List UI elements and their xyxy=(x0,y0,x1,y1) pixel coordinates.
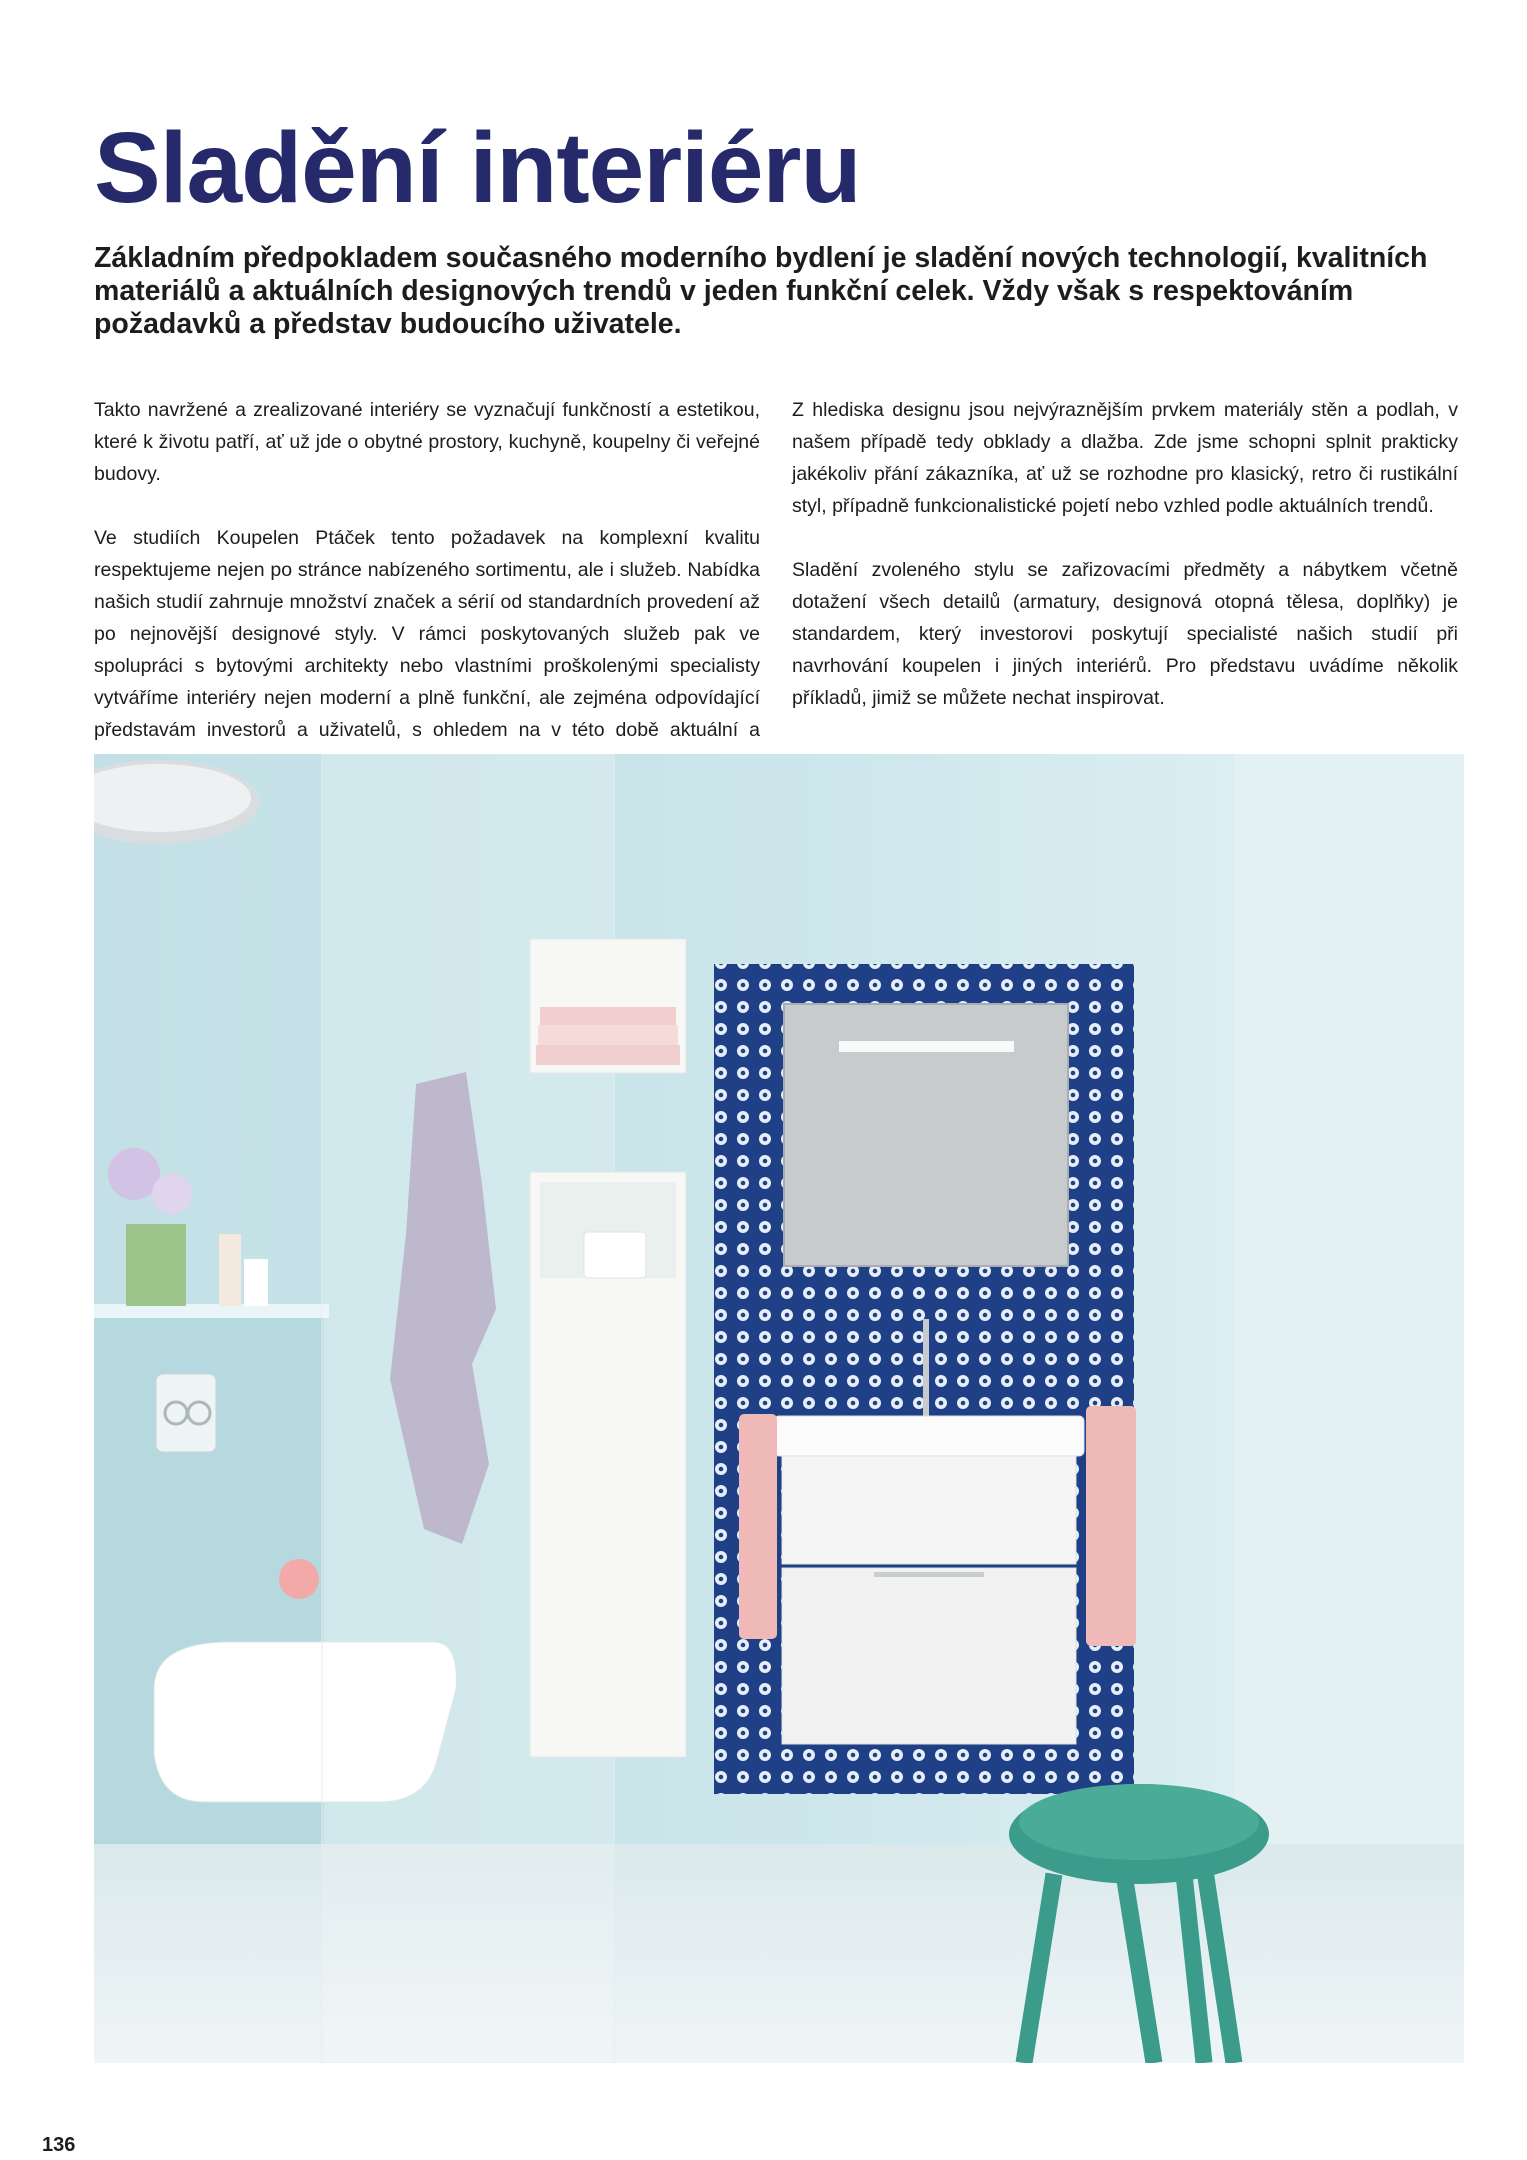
body-paragraph: Z hlediska designu jsou nejvýraznějším prvkem materiály stěn a podlah, v našem případě tedy obklady a dlažba. Zde jsme schopni splnit prakticky jakékoliv přání zákazníka, ať už se rozhodne pro klasický, retro či rustikální styl, případně funkcionalistické pojetí nebo vzhled podle aktuálních trendů. xyxy=(792,399,1458,517)
floor xyxy=(94,1844,1464,2063)
body-paragraph: Sladění zvoleného stylu se zařizovacími předměty a nábytkem včetně dotažení všech detailů (armatury, designová otopná tělesa, doplňky) je standardem, který investorovi poskytují specialisté našich studií při navrhování koupelen i jiných interiérů. Pro představu uvádíme několik příkladů, jimiž se můžete nechat inspirovat. xyxy=(792,559,1458,709)
towel-right xyxy=(1086,1406,1136,1646)
faucet xyxy=(923,1319,929,1417)
page-title: Sladění interiéru xyxy=(94,112,861,224)
text-column-right xyxy=(792,394,1458,746)
mirror-light xyxy=(839,1041,1014,1052)
towel-left xyxy=(739,1414,777,1639)
lead-paragraph: Základním předpokladem současného moderního bydlení je sladění nových technologií, kvalitních materiálů a aktuálních designových trendů v jeden funkční celek. Vždy však s respektováním požadavků a představ budoucího uživatele. xyxy=(94,242,1428,340)
bottle xyxy=(219,1234,241,1306)
shelf-ledge xyxy=(94,1304,329,1318)
toilet-paper xyxy=(279,1559,319,1599)
body-paragraph: Ve studiích Koupelen Ptáček tento požadavek na komplexní kvalitu respektujeme nejen po stránce nabízeného sortimentu, ale i služeb. Nabídka našich studií zahrnuje množství značek a sérií od standardních provedení až po nejnovější designové styly. V rámci poskytovaných služeb pak ve spolupráci s bytovými architekty nebo vlastními proškolenými specialisty vytváříme interiéry nejen moderní a plně funkční, ale zejména odpovídající představám investorů a uživatelů, s ohledem na v této době aktuální a xyxy=(94,527,760,741)
bathroom-photo xyxy=(94,754,1464,2063)
page-number: 136 xyxy=(42,2134,76,2156)
text-column-left xyxy=(94,394,760,810)
vanity-upper-drawer xyxy=(782,1456,1076,1564)
vanity-lower-drawer xyxy=(782,1568,1076,1744)
body-paragraph: Takto navržené a zrealizované interiéry se vyznačují funkčností a estetikou, které k životu patří, ať už jde o obytné prostory, kuchyně, koupelny či veřejné budovy. xyxy=(94,399,760,485)
washbasin xyxy=(774,1416,1084,1456)
